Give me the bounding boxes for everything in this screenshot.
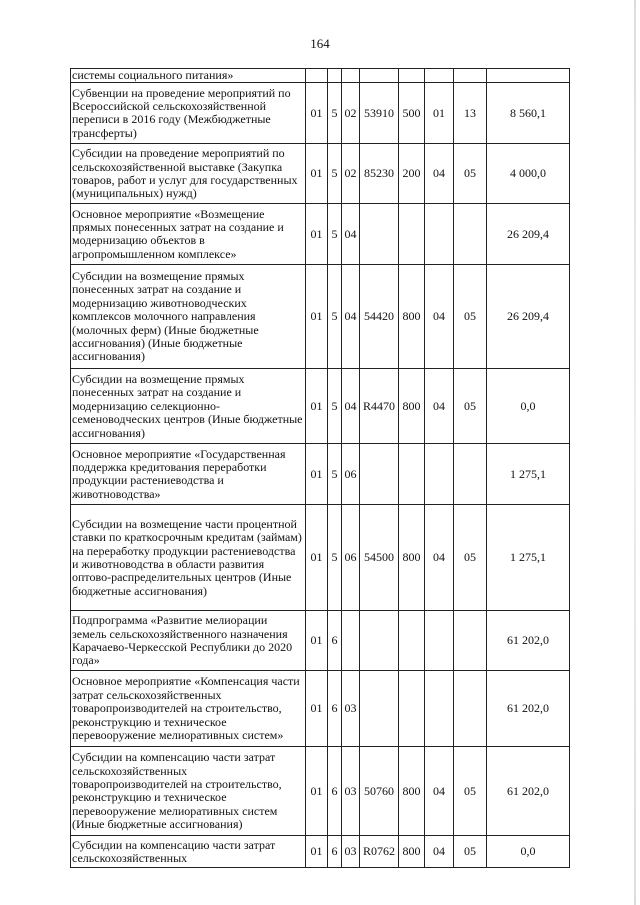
code-event: 02 <box>342 144 360 204</box>
row-name: системы социального питания» <box>71 69 306 83</box>
code-program: 01 <box>306 83 328 144</box>
row-amount: 0,0 <box>487 836 570 868</box>
code-section: 04 <box>425 836 454 868</box>
code-expense-type: 200 <box>399 144 425 204</box>
code-event <box>342 69 360 83</box>
code-subsection <box>454 204 487 265</box>
code-subprogram: 5 <box>328 83 342 144</box>
row-amount: 1 275,1 <box>487 444 570 505</box>
code-subsection <box>454 671 487 747</box>
code-section: 04 <box>425 144 454 204</box>
table-row <box>71 204 570 265</box>
row-amount: 26 209,4 <box>487 265 570 369</box>
code-event: 06 <box>342 505 360 611</box>
code-subprogram: 5 <box>328 204 342 265</box>
code-event: 04 <box>342 265 360 369</box>
code-subsection: 13 <box>454 83 487 144</box>
code-direction: 50760 <box>360 747 399 836</box>
code-subsection: 05 <box>454 369 487 444</box>
code-expense-type: 800 <box>399 505 425 611</box>
code-subsection <box>454 444 487 505</box>
row-name: Субсидии на компенсацию части затрат сельскохозяйственных товаропроизводителей на строительство, реконструкцию и техническое перевооружение мелиоративных систем (Иные бюджетные ассигнования) <box>71 747 306 836</box>
code-section: 01 <box>425 83 454 144</box>
table-row <box>71 144 570 204</box>
code-direction: 54420 <box>360 265 399 369</box>
table-row <box>71 265 570 369</box>
row-name: Основное мероприятие «Государственная поддержка кредитования переработки продукции растениеводства и животноводства» <box>71 444 306 505</box>
code-subsection <box>454 69 487 83</box>
table-row <box>71 747 570 836</box>
code-subprogram: 6 <box>328 671 342 747</box>
code-direction <box>360 204 399 265</box>
code-subsection: 05 <box>454 747 487 836</box>
code-section: 04 <box>425 747 454 836</box>
code-program: 01 <box>306 369 328 444</box>
table-row <box>71 83 570 144</box>
code-section <box>425 69 454 83</box>
code-subprogram: 5 <box>328 265 342 369</box>
row-name: Основное мероприятие «Возмещение прямых понесенных затрат на создание и модернизацию объектов в агропромышленном комплексе» <box>71 204 306 265</box>
code-section: 04 <box>425 265 454 369</box>
code-expense-type <box>399 671 425 747</box>
table-row <box>71 611 570 671</box>
code-event <box>342 611 360 671</box>
code-expense-type <box>399 69 425 83</box>
code-expense-type <box>399 204 425 265</box>
code-event: 04 <box>342 369 360 444</box>
code-program: 01 <box>306 671 328 747</box>
page-number: 164 <box>310 36 330 51</box>
code-subsection: 05 <box>454 505 487 611</box>
row-amount: 61 202,0 <box>487 747 570 836</box>
code-subprogram: 6 <box>328 747 342 836</box>
code-direction <box>360 69 399 83</box>
code-direction: 85230 <box>360 144 399 204</box>
row-amount: 61 202,0 <box>487 671 570 747</box>
row-amount: 26 209,4 <box>487 204 570 265</box>
code-subsection: 05 <box>454 836 487 868</box>
code-expense-type <box>399 611 425 671</box>
code-direction <box>360 611 399 671</box>
budget-table <box>70 68 570 868</box>
code-event: 03 <box>342 836 360 868</box>
code-section <box>425 611 454 671</box>
code-section <box>425 671 454 747</box>
scan-edge <box>634 0 636 905</box>
code-subsection: 05 <box>454 265 487 369</box>
code-direction <box>360 671 399 747</box>
row-amount: 0,0 <box>487 369 570 444</box>
code-section <box>425 444 454 505</box>
code-section <box>425 204 454 265</box>
code-program: 01 <box>306 144 328 204</box>
code-direction: 53910 <box>360 83 399 144</box>
code-direction <box>360 444 399 505</box>
table-row <box>71 671 570 747</box>
code-direction: R4470 <box>360 369 399 444</box>
row-amount: 8 560,1 <box>487 83 570 144</box>
code-program: 01 <box>306 265 328 369</box>
code-subprogram: 5 <box>328 369 342 444</box>
code-program: 01 <box>306 747 328 836</box>
code-expense-type: 800 <box>399 747 425 836</box>
row-name: Субсидии на компенсацию части затрат сельскохозяйственных <box>71 836 306 868</box>
row-name: Субсидии на возмещение прямых понесенных затрат на создание и модернизацию животноводческих комплексов молочного направления (молочных ферм) (Иные бюджетные ассигнования) (Иные бюджетные ассигнования) <box>71 265 306 369</box>
row-amount: 1 275,1 <box>487 505 570 611</box>
code-section: 04 <box>425 505 454 611</box>
code-section: 04 <box>425 369 454 444</box>
code-subprogram: 6 <box>328 611 342 671</box>
code-event: 02 <box>342 83 360 144</box>
code-expense-type: 800 <box>399 265 425 369</box>
code-subsection <box>454 611 487 671</box>
code-subprogram: 5 <box>328 144 342 204</box>
row-name: Субсидии на возмещение прямых понесенных затрат на создание и модернизацию селекционно-семеноводческих центров (Иные бюджетные ассигнования) <box>71 369 306 444</box>
row-name: Субвенции на проведение мероприятий по Всероссийской сельскохозяйственной переписи в 2016 году (Межбюджетные трансферты) <box>71 83 306 144</box>
row-name: Подпрограмма «Развитие мелиорации земель сельскохозяйственного назначения Карачаево-Черкесской Республики до 2020 года» <box>71 611 306 671</box>
code-subsection: 05 <box>454 144 487 204</box>
code-event: 06 <box>342 444 360 505</box>
code-program: 01 <box>306 505 328 611</box>
code-direction: 54500 <box>360 505 399 611</box>
code-subprogram: 5 <box>328 505 342 611</box>
table-row <box>71 505 570 611</box>
code-subprogram: 6 <box>328 836 342 868</box>
table-row <box>71 69 570 83</box>
table-row <box>71 836 570 868</box>
code-expense-type: 500 <box>399 83 425 144</box>
table-row <box>71 369 570 444</box>
table-row <box>71 444 570 505</box>
code-subprogram: 5 <box>328 444 342 505</box>
code-program: 01 <box>306 836 328 868</box>
code-direction: R0762 <box>360 836 399 868</box>
code-event: 04 <box>342 204 360 265</box>
row-name: Основное мероприятие «Компенсация части затрат сельскохозяйственных товаропроизводителей на строительство, реконструкцию и техническое перевооружение мелиоративных систем» <box>71 671 306 747</box>
code-subprogram <box>328 69 342 83</box>
code-program: 01 <box>306 611 328 671</box>
row-name: Субсидии на возмещение части процентной ставки по краткосрочным кредитам (займам) на переработку продукции растениеводства и животноводства в области развития оптово-распределительных центров (Иные бюджетные ассигнования) <box>71 505 306 611</box>
code-program <box>306 69 328 83</box>
row-amount <box>487 69 570 83</box>
code-program: 01 <box>306 204 328 265</box>
code-expense-type: 800 <box>399 369 425 444</box>
code-event: 03 <box>342 747 360 836</box>
code-expense-type <box>399 444 425 505</box>
code-event: 03 <box>342 671 360 747</box>
row-amount: 4 000,0 <box>487 144 570 204</box>
code-expense-type: 800 <box>399 836 425 868</box>
code-program: 01 <box>306 444 328 505</box>
row-name: Субсидии на проведение мероприятий по сельскохозяйственной выставке (Закупка товаров, работ и услуг для государственных (муниципальных) нужд) <box>71 144 306 204</box>
row-amount: 61 202,0 <box>487 611 570 671</box>
